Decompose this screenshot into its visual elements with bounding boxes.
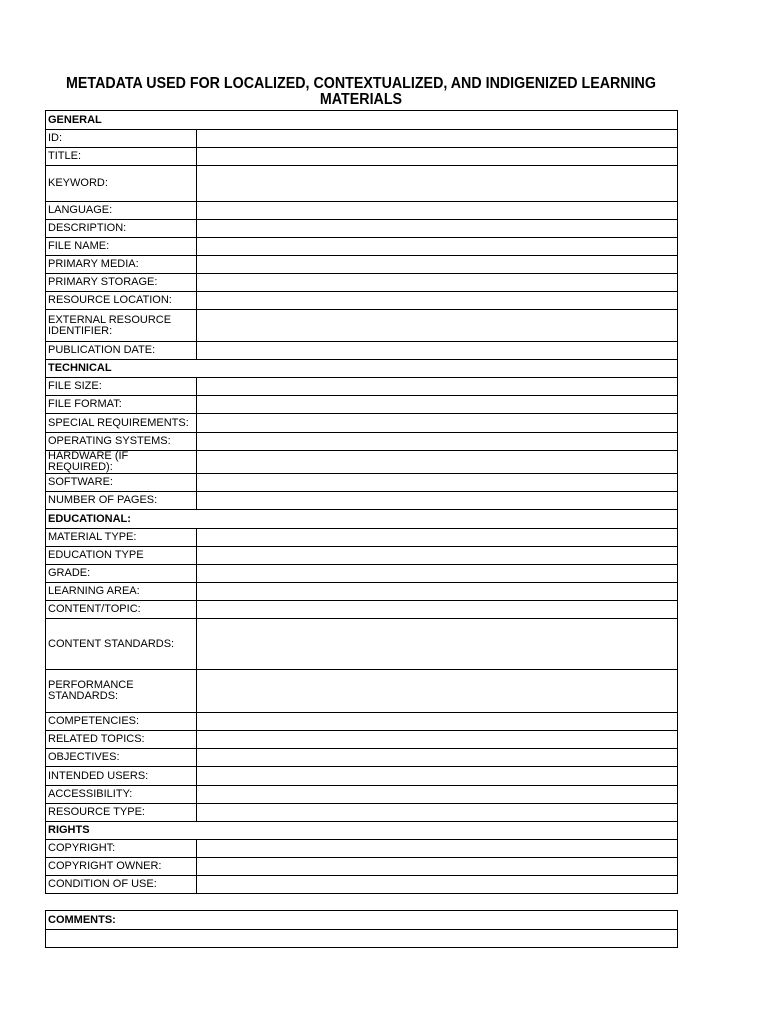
field-row <box>46 583 678 601</box>
field-label-cell <box>46 529 197 547</box>
rights-heading: RIGHTS <box>46 822 678 840</box>
general-section-row <box>46 111 678 130</box>
field-value-cell[interactable] <box>197 619 678 670</box>
field-label: NUMBER OF PAGES: <box>48 494 158 506</box>
field-row <box>46 148 678 166</box>
field-value-cell[interactable] <box>197 378 678 396</box>
field-label: INTENDED USERS: <box>48 769 149 782</box>
field-label-cell <box>46 238 197 256</box>
field-label: SOFTWARE: <box>48 476 113 488</box>
field-label: PRIMARY MEDIA: <box>48 258 139 270</box>
rights-section-row <box>46 822 678 840</box>
field-label-cell <box>46 601 197 619</box>
field-label: CONTENT/TOPIC: <box>48 603 141 615</box>
field-label-cell <box>46 840 197 858</box>
field-row <box>46 292 678 310</box>
field-row <box>46 342 678 360</box>
comments-header-row <box>46 911 678 930</box>
comments-table <box>45 910 678 948</box>
field-row <box>46 731 678 749</box>
field-label-cell <box>46 731 197 749</box>
field-row <box>46 858 678 876</box>
field-label-cell <box>46 670 197 713</box>
field-value-cell[interactable] <box>197 767 678 786</box>
field-value-cell[interactable] <box>197 601 678 619</box>
field-label-cell <box>46 804 197 822</box>
field-value-cell[interactable] <box>197 474 678 492</box>
field-value-cell[interactable] <box>197 840 678 858</box>
field-row <box>46 670 678 713</box>
field-row <box>46 220 678 238</box>
field-row <box>46 433 678 451</box>
metadata-table <box>45 110 678 894</box>
field-label-cell <box>46 378 197 396</box>
field-value-cell[interactable] <box>197 451 678 474</box>
field-label-cell <box>46 619 197 670</box>
field-row <box>46 378 678 396</box>
field-label-cell <box>46 220 197 238</box>
field-label: DESCRIPTION: <box>48 222 127 234</box>
field-value-cell[interactable] <box>197 749 678 767</box>
field-label: FILE NAME: <box>48 240 110 252</box>
field-label: PUBLICATION DATE: <box>48 344 156 356</box>
field-value-cell[interactable] <box>197 130 678 148</box>
field-label-cell <box>46 858 197 876</box>
field-label-cell <box>46 492 197 510</box>
page-title <box>66 76 657 108</box>
field-value-cell[interactable] <box>197 238 678 256</box>
field-row <box>46 396 678 414</box>
field-label: COMPETENCIES: <box>48 715 140 727</box>
field-value-cell[interactable] <box>197 731 678 749</box>
field-row <box>46 713 678 731</box>
field-value-cell[interactable] <box>197 414 678 433</box>
field-row <box>46 786 678 804</box>
field-row <box>46 619 678 670</box>
field-label-cell <box>46 166 197 202</box>
field-value-cell[interactable] <box>197 220 678 238</box>
field-row <box>46 451 678 474</box>
field-value-cell[interactable] <box>197 433 678 451</box>
field-label: KEYWORD: <box>48 177 108 189</box>
field-label-cell <box>46 451 197 474</box>
field-label-cell <box>46 310 197 342</box>
field-label: MATERIAL TYPE: <box>48 531 137 543</box>
field-label: EXTERNAL RESOURCE IDENTIFIER: <box>48 313 172 337</box>
field-label: OBJECTIVES: <box>48 751 120 763</box>
field-label-cell <box>46 292 197 310</box>
field-row <box>46 256 678 274</box>
field-value-cell[interactable] <box>197 342 678 360</box>
field-label: OPERATING SYSTEMS: <box>48 435 171 447</box>
technical-section-row <box>46 360 678 378</box>
field-row <box>46 804 678 822</box>
field-label-cell <box>46 414 197 433</box>
comments-entry-row <box>46 930 678 948</box>
field-value-cell[interactable] <box>197 547 678 565</box>
title-line-1: METADATA USED FOR LOCALIZED, CONTEXTUALIZED, AND INDIGENIZED LEARNING <box>66 75 656 92</box>
field-value-cell[interactable] <box>197 274 678 292</box>
field-label: RESOURCE LOCATION: <box>48 294 172 306</box>
technical-heading: TECHNICAL <box>46 360 678 378</box>
field-label: CONTENT STANDARDS: <box>48 637 175 650</box>
field-row <box>46 202 678 220</box>
field-row <box>46 529 678 547</box>
field-label-cell <box>46 583 197 601</box>
field-row <box>46 166 678 202</box>
field-label-cell <box>46 396 197 414</box>
field-label-cell <box>46 547 197 565</box>
field-value-cell[interactable] <box>197 396 678 414</box>
field-label: COPYRIGHT OWNER: <box>48 860 162 872</box>
field-value-cell[interactable] <box>197 292 678 310</box>
field-value-cell[interactable] <box>197 256 678 274</box>
field-label-cell <box>46 474 197 492</box>
field-row <box>46 565 678 583</box>
field-value-cell[interactable] <box>197 804 678 822</box>
field-value-cell[interactable] <box>197 876 678 894</box>
field-value-cell[interactable] <box>197 310 678 342</box>
field-row <box>46 767 678 786</box>
field-label: SPECIAL REQUIREMENTS: <box>48 416 189 429</box>
field-value-cell[interactable] <box>197 670 678 713</box>
field-row <box>46 238 678 256</box>
field-label-cell <box>46 713 197 731</box>
field-label-cell <box>46 148 197 166</box>
field-row <box>46 414 678 433</box>
field-label-cell <box>46 749 197 767</box>
field-row <box>46 547 678 565</box>
field-label: TITLE: <box>48 150 82 162</box>
field-label-cell <box>46 786 197 804</box>
field-label: PERFORMANCE STANDARDS: <box>48 679 134 702</box>
field-label: COPYRIGHT: <box>48 842 116 854</box>
field-label-cell <box>46 256 197 274</box>
field-row <box>46 474 678 492</box>
field-row <box>46 876 678 894</box>
field-label: GRADE: <box>48 567 91 579</box>
field-row <box>46 310 678 342</box>
field-label: ID: <box>48 132 63 144</box>
field-row <box>46 492 678 510</box>
comments-field[interactable] <box>46 930 678 948</box>
general-heading: GENERAL <box>46 111 678 130</box>
field-label-cell <box>46 342 197 360</box>
field-value-cell[interactable] <box>197 786 678 804</box>
field-label: PRIMARY STORAGE: <box>48 276 158 288</box>
field-label-cell <box>46 202 197 220</box>
educational-section-row <box>46 510 678 529</box>
field-value-cell[interactable] <box>197 492 678 510</box>
field-row <box>46 749 678 767</box>
field-row <box>46 274 678 292</box>
field-label: HARDWARE (IF REQUIRED): <box>48 450 129 473</box>
field-label: LANGUAGE: <box>48 204 113 216</box>
field-value-cell[interactable] <box>197 166 678 202</box>
field-label: CONDITION OF USE: <box>48 878 157 890</box>
field-row <box>46 130 678 148</box>
field-label: ACCESSIBILITY: <box>48 788 133 800</box>
comments-heading: COMMENTS: <box>46 911 678 930</box>
field-label-cell <box>46 130 197 148</box>
field-value-cell[interactable] <box>197 148 678 166</box>
field-label: EDUCATION TYPE <box>48 549 144 561</box>
field-label: RELATED TOPICS: <box>48 733 145 745</box>
field-label-cell <box>46 767 197 786</box>
field-label: FILE SIZE: <box>48 380 102 392</box>
field-label-cell <box>46 876 197 894</box>
field-label: FILE FORMAT: <box>48 398 122 410</box>
field-label-cell <box>46 565 197 583</box>
field-value-cell[interactable] <box>197 202 678 220</box>
field-label: RESOURCE TYPE: <box>48 806 145 818</box>
educational-heading: EDUCATIONAL: <box>46 510 678 529</box>
field-label-cell <box>46 433 197 451</box>
field-value-cell[interactable] <box>197 713 678 731</box>
title-line-2: MATERIALS <box>319 91 403 108</box>
field-value-cell[interactable] <box>197 529 678 547</box>
field-value-cell[interactable] <box>197 858 678 876</box>
field-label-cell <box>46 274 197 292</box>
field-label: LEARNING AREA: <box>48 585 140 597</box>
field-value-cell[interactable] <box>197 583 678 601</box>
field-row <box>46 601 678 619</box>
field-value-cell[interactable] <box>197 565 678 583</box>
field-row <box>46 840 678 858</box>
